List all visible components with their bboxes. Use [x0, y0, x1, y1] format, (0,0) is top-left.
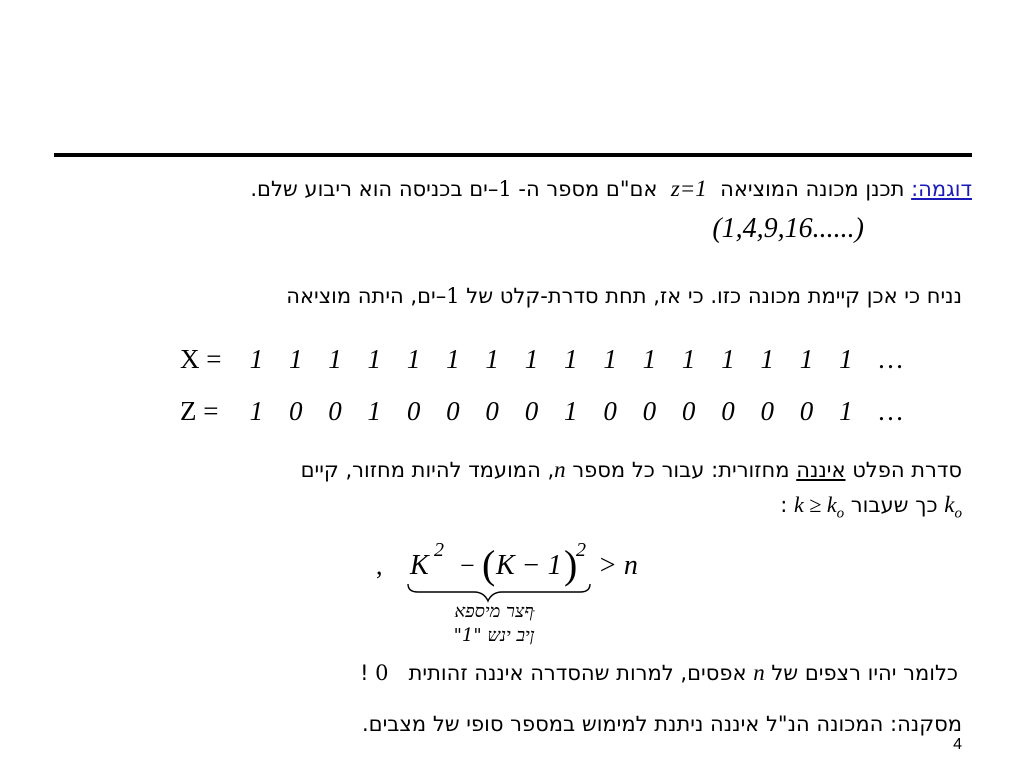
example-label: דוגמה: [911, 177, 972, 201]
z-expression: z=1 [670, 176, 707, 201]
zeros-zero: 0 [375, 661, 389, 685]
formula-exp2: 2 [576, 539, 586, 561]
z-label: Z = [180, 396, 219, 426]
example-text-middle: אם"ם מספר ה- [518, 177, 658, 201]
formula-k1: K [410, 550, 429, 581]
x-digit: 1 [288, 344, 303, 374]
nonperiodic-underlined: איננה [796, 458, 846, 482]
x-sequence-row [180, 344, 916, 375]
nonperiodic-text-line2: כך שעבור [850, 493, 938, 517]
z-digit: 0 [681, 396, 696, 426]
square-difference-formula [372, 538, 672, 648]
x-digit: 1 [446, 344, 460, 374]
z-digit: 1 [564, 396, 578, 426]
z-digit: 1 [367, 396, 382, 426]
x-digit: 1 [681, 344, 696, 374]
x-digit: 1 [328, 344, 342, 374]
nonperiodic-n: n [554, 457, 566, 482]
x-digit: 1 [642, 344, 657, 374]
x-digit: 1 [367, 344, 382, 374]
formula-comma: , [376, 551, 383, 580]
z-digit: 0 [446, 396, 460, 426]
formula-minus: − [460, 551, 475, 580]
z-digit: 0 [288, 396, 303, 426]
z-digit: 0 [524, 396, 539, 426]
z-sequence-row [180, 396, 916, 427]
formula-close-paren: ) [564, 542, 578, 587]
final-conclusion: מסקנה: המכונה הנ"ל איננה ניתנת למימוש במספר סופי של מצבים. [361, 712, 962, 736]
x-digit: 1 [799, 344, 814, 374]
formula-inner: K − 1 [496, 550, 562, 581]
x-digit: 1 [249, 344, 264, 374]
formula-open-paren: ( [482, 542, 496, 587]
x-digit: 1 [721, 344, 735, 374]
x-digit: 1 [524, 344, 539, 374]
example-text-before: תכנן מכונה המוציאה [720, 177, 905, 201]
z-digit: 0 [799, 396, 814, 426]
assume-text-after: –ים, היתה מוציאה [286, 284, 447, 308]
formula-exp1: 2 [434, 539, 444, 561]
nonperiodic-text-middle: מחזורית: עבור כל מספר [572, 458, 790, 482]
x-label: X = [180, 344, 222, 374]
assume-line [286, 284, 962, 308]
nonperiodic-line-1 [301, 457, 962, 483]
assume-text-before: נניח כי אכן קיימת מכונה כזו. כי אז, תחת סדרת-קלט של [466, 284, 962, 308]
zeros-text-before: כלומר יהיו רצפים של [771, 661, 958, 685]
x-digit: 1 [839, 344, 853, 374]
nonperiodic-line-2 [780, 492, 962, 523]
nonperiodic-colon: : [780, 493, 788, 517]
example-text-after: –ים בכניסה הוא ריבוע שלם. [250, 177, 499, 201]
nonperiodic-text-before: סדרת הפלט [852, 458, 962, 482]
x-digit: 1 [603, 344, 617, 374]
x-digit: 1 [406, 344, 421, 374]
k-condition: $k \ge k_o$ [793, 492, 845, 522]
brace-label-2: ןיב ינש "1" [453, 625, 535, 646]
page-number: 4 [953, 736, 962, 753]
z-digit: 0 [721, 396, 735, 426]
header-divider [54, 153, 972, 157]
z-digit: 0 [406, 396, 421, 426]
assume-one: 1 [446, 284, 460, 308]
z-digit: 1 [249, 396, 264, 426]
underbrace [408, 584, 590, 601]
squares-sequence: (1,4,9,16......) [712, 213, 864, 244]
zeros-bang: ! [360, 661, 369, 685]
z-digit: 0 [485, 396, 499, 426]
zeros-n: n [753, 660, 765, 685]
nonperiodic-text-after: , המועמד להיות מחזור, קיים [300, 458, 555, 482]
example-line [250, 176, 972, 202]
zeros-line [360, 660, 958, 686]
ellipsis: … [877, 344, 904, 374]
z-digit: 0 [328, 396, 342, 426]
z-digit: 1 [839, 396, 853, 426]
x-digit: 1 [485, 344, 499, 374]
z-digit: 0 [642, 396, 657, 426]
zeros-text-middle: אפסים, למרות שהסדרה איננה זהותית [408, 661, 747, 685]
ellipsis: … [877, 396, 904, 426]
example-one: 1 [498, 177, 512, 201]
z-digit: 0 [760, 396, 774, 426]
formula-gt-n: > n [598, 550, 638, 581]
z-digit: 0 [603, 396, 617, 426]
x-digit: 1 [760, 344, 774, 374]
x-digit: 1 [564, 344, 578, 374]
brace-label-1: ּףצר מיספא [454, 601, 534, 622]
k-o-symbol: $k_o$ [944, 492, 962, 522]
